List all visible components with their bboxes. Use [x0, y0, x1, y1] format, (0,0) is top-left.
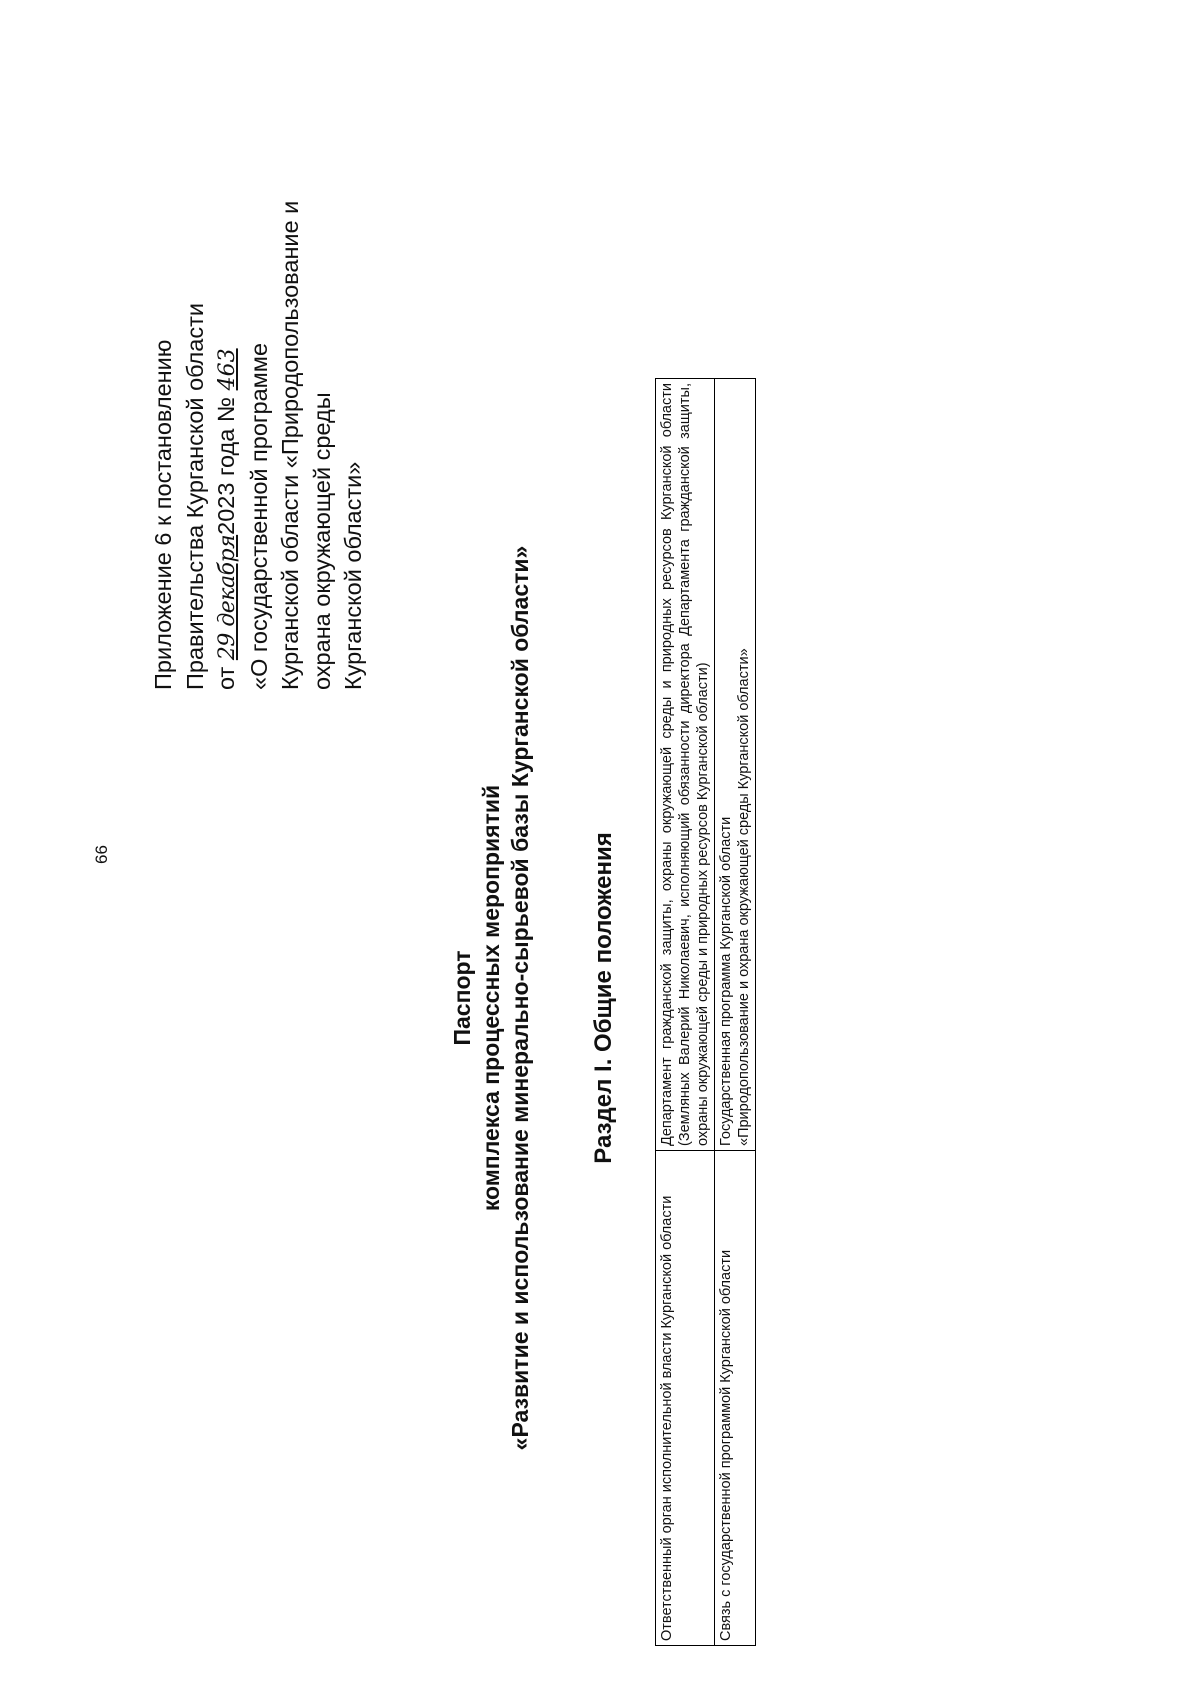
passport-table: [655, 378, 756, 1646]
annex-date-year: 2023 года №: [213, 396, 239, 535]
program-link-line-2: «Природопользование и охрана окружающей среды Курганской области»: [736, 648, 752, 1146]
title-line-2: комплекса процессных мероприятий: [478, 784, 504, 1212]
annex-line-6: охрана окружающей среды: [308, 392, 335, 690]
row-label-responsible-body: Ответственный орган исполнительной власти Курганской области: [656, 1151, 715, 1646]
table-row: [656, 379, 715, 1646]
program-link-line-1: Государственная программа Курганской области: [718, 816, 734, 1146]
section-title: Раздел I. Общие положения: [590, 832, 617, 1164]
title-line-1: Паспорт: [449, 950, 475, 1046]
annex-line-5: Курганской области «Природопользование и: [277, 200, 303, 690]
handwritten-date: 29 декабря: [215, 534, 240, 661]
document-title: [448, 398, 535, 1598]
table-row: [715, 379, 756, 1646]
row-value-program-link: [715, 379, 756, 1151]
annex-line-2: Правительства Курганской области: [181, 303, 208, 690]
annex-date-prefix: от: [213, 666, 239, 690]
annex-line-4: «О государственной программе: [245, 342, 272, 690]
row-value-responsible-body: Департамент гражданской защиты, охраны окружающей среды и природных ресурсов Курганской области (Земляных Валерий Николаевич, исполняющий обязанности директора Департамента гражданской защиты, охраны окружающей среды и природных ресурсов Курганской области): [656, 379, 715, 1151]
annex-line-7: Курганской области»: [340, 461, 366, 690]
annex-header: [148, 10, 370, 690]
annex-line-1: Приложение 6 к постановлению: [150, 339, 176, 690]
row-label-program-link: Связь с государственной программой Курганской области: [715, 1151, 756, 1646]
handwritten-number: 463: [215, 348, 240, 391]
annex-date-line: [211, 10, 244, 690]
title-line-3: «Развитие и использование минерально-сырьевой базы Курганской области»: [507, 545, 533, 1451]
page-number: 66: [92, 845, 111, 864]
